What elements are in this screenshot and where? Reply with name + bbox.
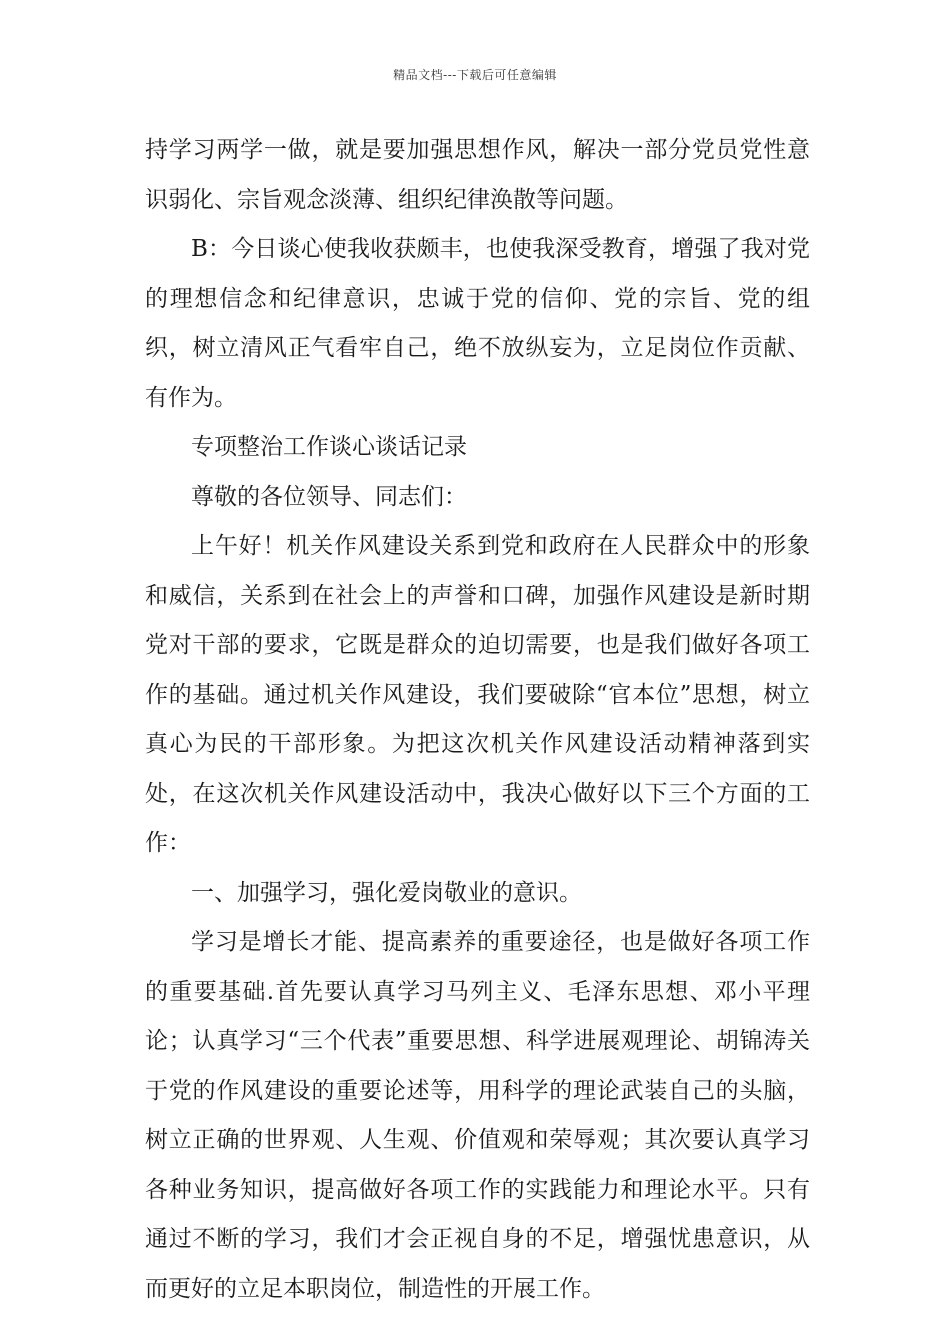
paragraph-2: B：今日谈心使我收获颇丰，也使我深受教育，增强了我对党的理想信念和纪律意识，忠诚于党的信仰、党的宗旨、党的组织，树立清风正气看牢自己，绝不放纵妄为，立足岗位作贡献、有作为。 [145,236,810,411]
subheading-1: 一、加强学习，强化爱岗敬业的意识。 [191,879,582,906]
document-body [145,126,810,1314]
paragraph-7: 学习是增长才能、提高素养的重要途径，也是做好各项工作的重要基础.首先要认真学习马列主义、毛泽东思想、邓小平理论；认真学习“三个代表”重要思想、科学进展观理论、胡锦涛关于党的作风建设的重要论述等，用科学的理论武装自己的头脑，树立正确的世界观、人生观、价值观和荣辱观；其次要认真学习各种业务知识，提高做好各项工作的实践能力和理论水平。只有通过不断的学习，我们才会正视自身的不足，增强忧患意识，从而更好的立足本职岗位，制造性的开展工作。 [145,929,810,1302]
page-header: 精品文档---下载后可任意编辑 [393,68,557,82]
salutation: 尊敬的各位领导、同志们： [191,483,467,510]
section-title: 专项整治工作谈心谈话记录 [191,434,467,460]
paragraph-1: 持学习两学一做，就是要加强思想作风，解决一部分党员党性意识弱化、宗旨观念淡薄、组织纪律涣散等问题。 [145,137,810,213]
paragraph-5: 上午好！机关作风建设关系到党和政府在人民群众中的形象和威信，关系到在社会上的声誉和口碑，加强作风建设是新时期党对干部的要求，它既是群众的迫切需要，也是我们做好各项工作的基础。通过机关作风建设，我们要破除“官本位”思想，树立真心为民的干部形象。为把这次机关作风建设活动精神落到实处，在这次机关作风建设活动中，我决心做好以下三个方面的工作： [145,533,810,856]
